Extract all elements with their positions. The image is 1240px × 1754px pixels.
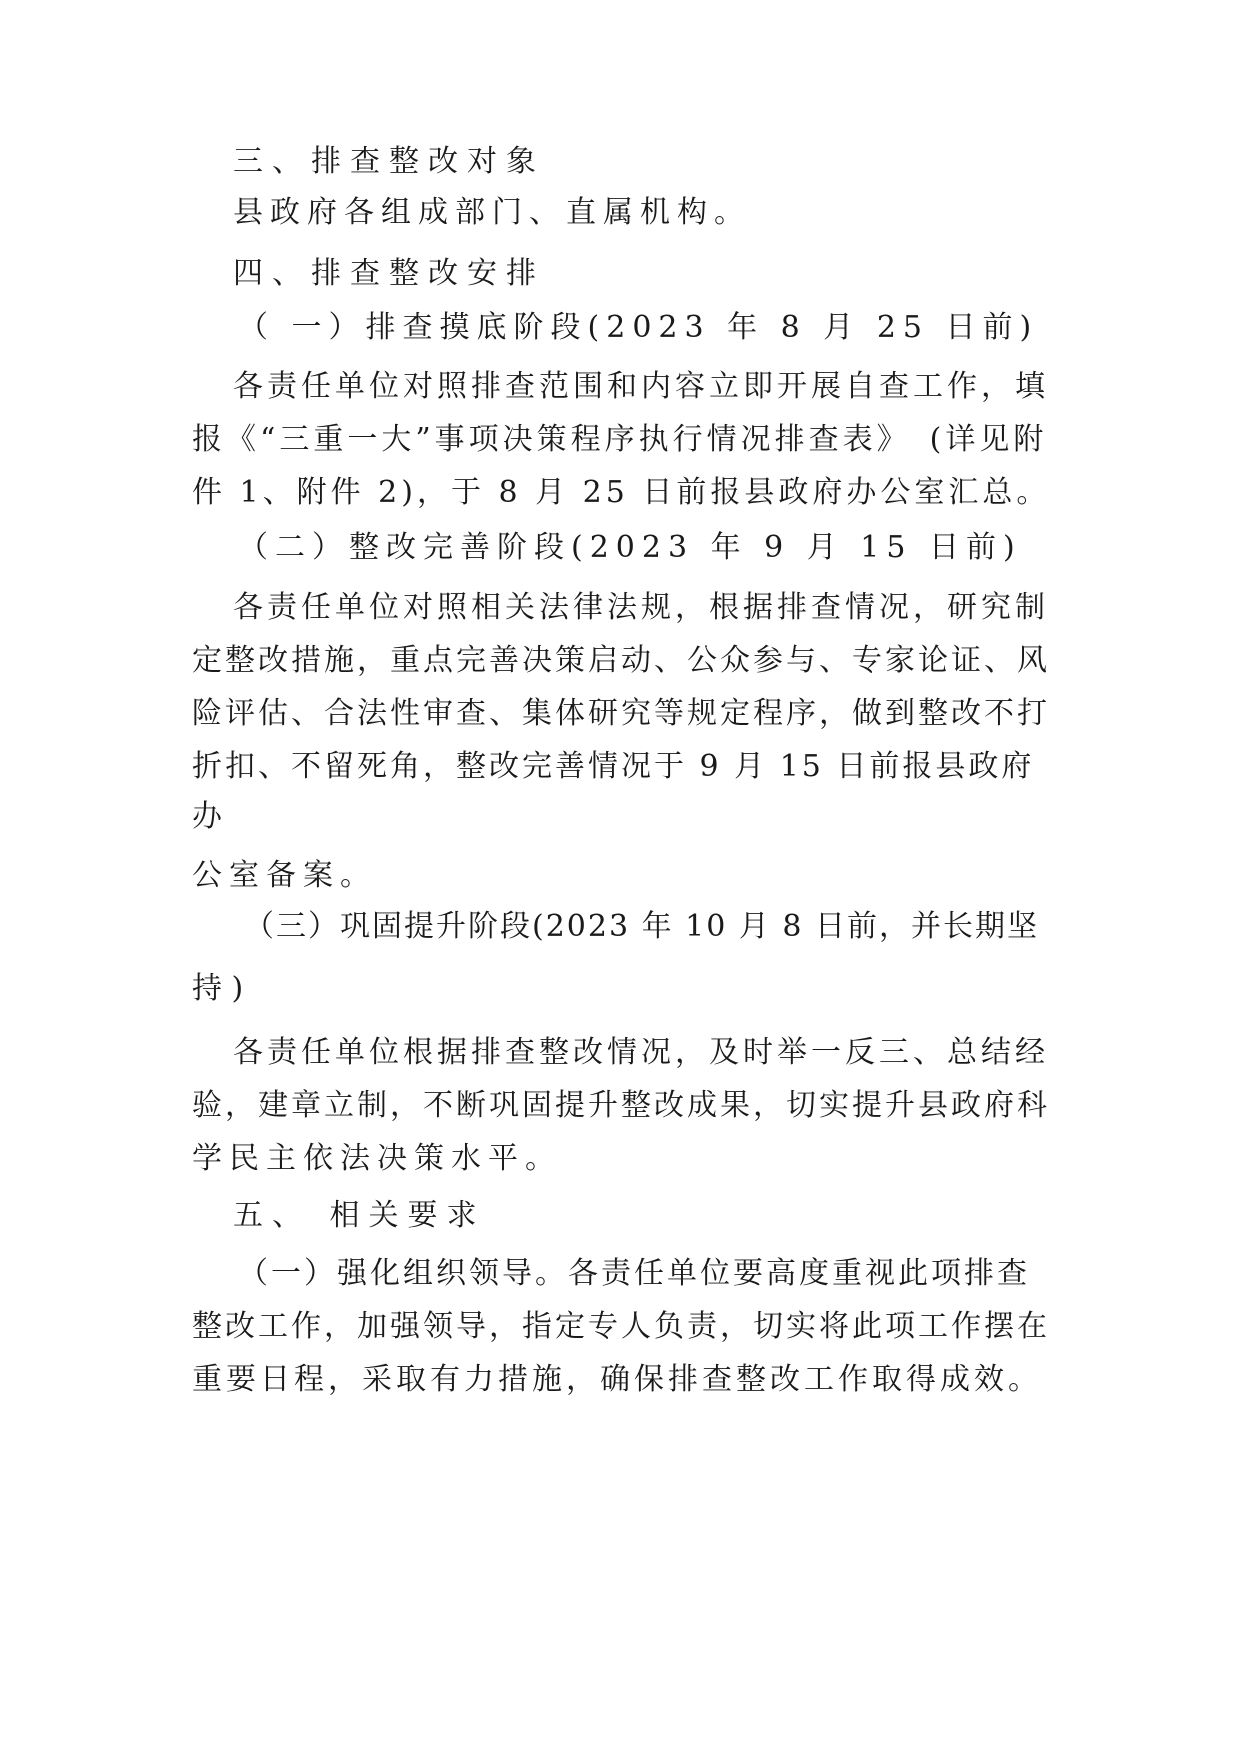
paragraph-line: 各责任单位对照排查范围和内容立即开展自查工作，填 — [233, 369, 1049, 404]
paragraph-line: 重要日程，采取有力措施，确保排查整改工作取得成效。 — [192, 1362, 1042, 1397]
paragraph-line: 持 ) — [192, 971, 244, 1006]
paragraph-line: 县政府各组成部门、直属机构。 — [233, 195, 751, 230]
heading-section-5: 五、 相关要求 — [233, 1198, 486, 1233]
paragraph-line: 办 — [192, 799, 222, 834]
paragraph-line: 整改工作，加强领导，指定专人负责，切实将此项工作摆在 — [192, 1309, 1050, 1344]
paragraph-line: 学民主依法决策水平。 — [192, 1141, 562, 1176]
subheading-requirement-1: （一）强化组织领导。各责任单位要高度重视此项排查 — [238, 1256, 1030, 1291]
paragraph-line: 公室备案。 — [192, 858, 377, 893]
paragraph-line: 验，建章立制，不断巩固提升整改成果，切实提升县政府科 — [192, 1088, 1050, 1123]
paragraph-line: 各责任单位根据排查整改情况，及时举一反三、总结经 — [233, 1035, 1049, 1070]
subheading-phase-2: （二）整改完善阶段(2023 年 9 月 15 日前) — [238, 530, 1022, 565]
paragraph-line: 定整改措施，重点完善决策启动、公众参与、专家论证、风 — [192, 643, 1050, 678]
subheading-phase-3: （三）巩固提升阶段(2023 年 10 月 8 日前，并长期坚 — [244, 909, 1039, 944]
paragraph-line: 报《“三重一大”事项决策程序执行情况排查表》 (详见附 — [192, 422, 1048, 457]
heading-section-3: 三、排查整改对象 — [233, 144, 545, 179]
paragraph-line: 各责任单位对照相关法律法规，根据排查情况，研究制 — [233, 590, 1049, 625]
heading-section-4: 四、排查整改安排 — [233, 256, 545, 291]
paragraph-line: 险评估、合法性审查、集体研究等规定程序，做到整改不打 — [192, 696, 1050, 731]
paragraph-line: 件 1、附件 2)，于 8 月 25 日前报县政府办公室汇总。 — [192, 475, 1051, 510]
subheading-phase-1: （ 一）排查摸底阶段(2023 年 8 月 25 日前) — [238, 310, 1039, 345]
paragraph-line: 折扣、不留死角，整改完善情况于 9 月 15 日前报县政府 — [192, 749, 1035, 784]
